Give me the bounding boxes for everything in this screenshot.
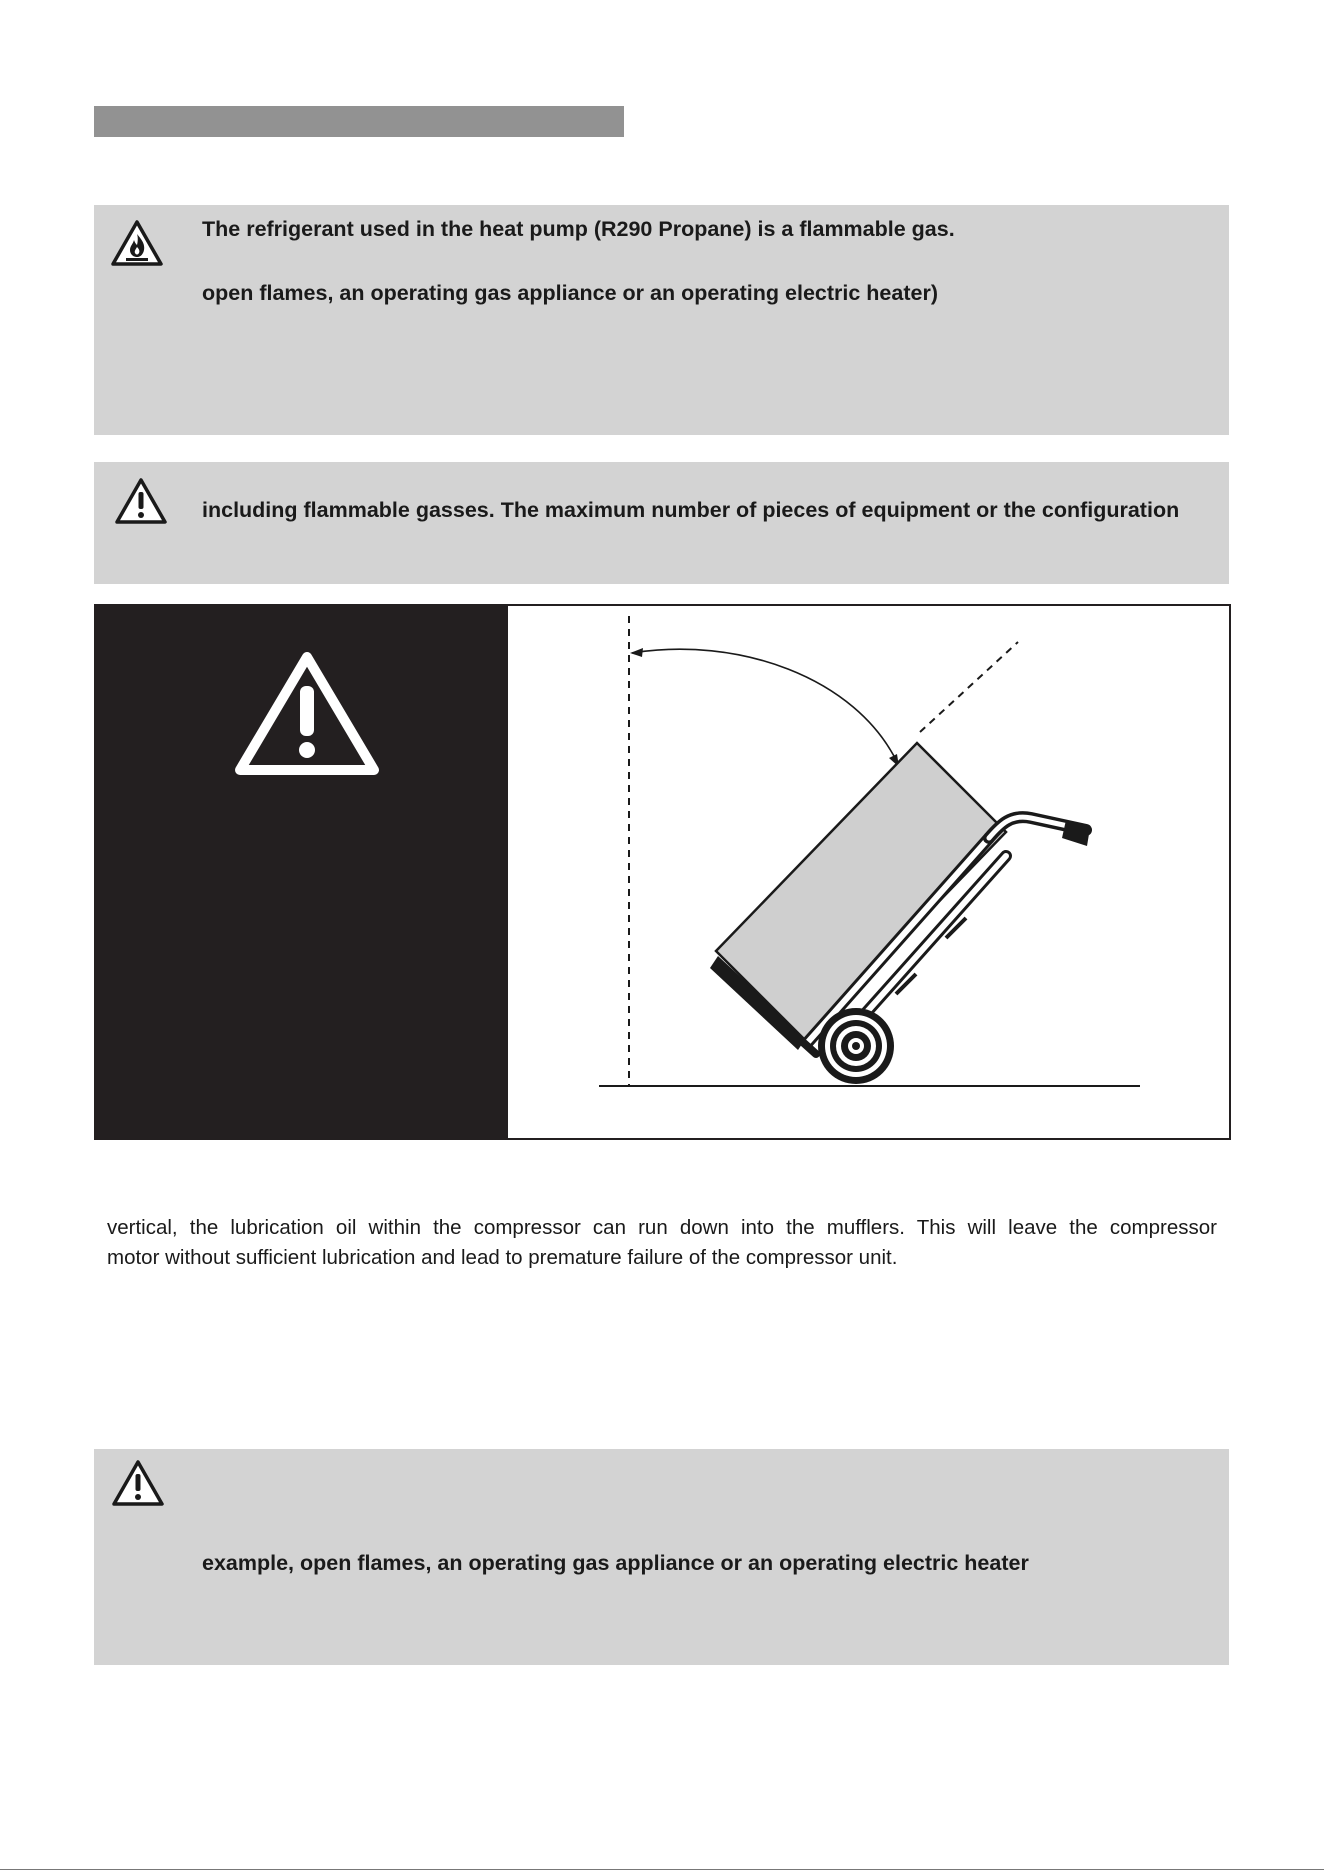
heat-pump-on-hand-truck-tilt-diagram bbox=[96, 606, 1229, 1138]
flammable-warning-icon bbox=[111, 219, 163, 267]
warning-triangle-icon bbox=[114, 477, 168, 525]
body-text-line: vertical, the lubrication oil within the compressor can run down into the mufflers. This will leave the compressor bbox=[107, 1216, 1217, 1239]
warning-triangle-icon bbox=[111, 1459, 165, 1507]
flammable-warning-box bbox=[94, 205, 1229, 435]
page-bottom-rule bbox=[0, 1869, 1324, 1870]
equipment-warning-box bbox=[94, 462, 1229, 584]
box-text-line: example, open flames, an operating gas appliance or an operating electric heater bbox=[202, 1551, 1029, 1575]
box-text-line: open flames, an operating gas appliance or an operating electric heater) bbox=[202, 281, 938, 305]
section-header-bar bbox=[94, 106, 624, 137]
box-text-line: including flammable gasses. The maximum number of pieces of equipment or the configuration bbox=[202, 498, 1180, 522]
ignition-warning-box bbox=[94, 1449, 1229, 1665]
body-text-line: motor without sufficient lubrication and lead to premature failure of the compressor unit. bbox=[107, 1246, 898, 1269]
tilt-diagram-panel bbox=[94, 604, 1231, 1140]
box-text-line: The refrigerant used in the heat pump (R290 Propane) is a flammable gas. bbox=[202, 217, 955, 241]
